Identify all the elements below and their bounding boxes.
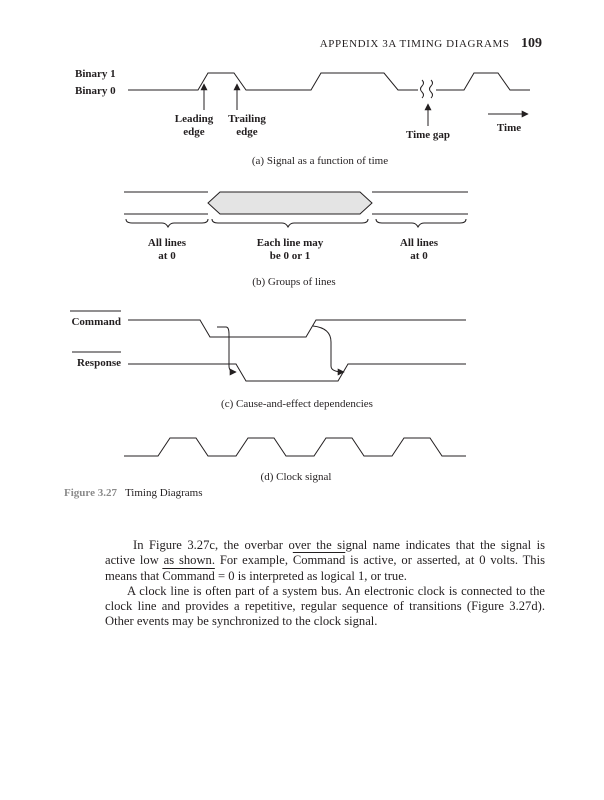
caption-a: (a) Signal as a function of time xyxy=(251,155,389,167)
leading-edge-label-2: edge xyxy=(183,126,205,138)
caption-c: (c) Cause-and-effect dependencies xyxy=(221,398,373,410)
cause-arrow-1 xyxy=(217,327,236,372)
figure-number: Figure 3.27 xyxy=(64,487,117,499)
label-binary-1: Binary 1 xyxy=(75,68,116,80)
signal-waveform-a1 xyxy=(128,73,418,90)
figure-caption xyxy=(64,487,202,499)
leading-edge-label-1: Leading xyxy=(174,113,214,125)
response-waveform xyxy=(128,364,466,381)
figure-title: Timing Diagrams xyxy=(124,487,203,499)
caption-b: (b) Groups of lines xyxy=(252,276,336,288)
caption-d: (d) Clock signal xyxy=(260,471,332,483)
paragraph-1 xyxy=(105,538,545,584)
time-gap-label: Time gap xyxy=(405,129,451,141)
panel-c-dependencies xyxy=(70,311,466,381)
brace-right xyxy=(376,219,466,227)
response-label: Response xyxy=(76,357,121,369)
group-right-label-1: All lines xyxy=(399,237,439,249)
command-waveform xyxy=(128,320,466,337)
trailing-edge-label-2: edge xyxy=(236,126,258,138)
paragraph-1-part-b: is active, or asserted, at 0 volts. This means that xyxy=(105,553,545,583)
group-left-label-1: All lines xyxy=(147,237,187,249)
page-number: 109 xyxy=(521,36,542,51)
time-gap-break-left xyxy=(421,80,424,98)
group-left-label-2: at 0 xyxy=(158,250,176,262)
panel-d-clock xyxy=(124,438,466,456)
time-label: Time xyxy=(496,122,522,134)
brace-middle xyxy=(212,219,368,227)
command-overlined-2: Command xyxy=(162,568,215,583)
clock-waveform xyxy=(124,438,466,456)
paragraph-2: A clock line is often part of a system bus. An electronic clock is connected to the clock line and provides a repetitive, regular sequence of transitions (Figure 3.27d). Other events may be synchronized to the clock signal. xyxy=(105,583,545,629)
body-text xyxy=(105,538,545,630)
group-mid-label-2: be 0 or 1 xyxy=(269,250,311,262)
paragraph-1-part-c: = 0 is interpreted as logical 1, or true. xyxy=(214,568,407,583)
brace-left xyxy=(126,219,208,227)
command-overlined-1: Command xyxy=(292,553,346,568)
time-gap-break-right xyxy=(430,80,433,98)
trailing-edge-label-1: Trailing xyxy=(228,113,266,125)
label-binary-0: Binary 0 xyxy=(75,85,116,97)
group-mid-label-1: Each line may xyxy=(256,237,324,249)
paragraph-1-part-a: In Figure 3.27c, the overbar over the signal name indicates that the signal is active low as shown. For example, xyxy=(105,538,545,568)
bus-valid-region xyxy=(208,192,372,214)
running-title: APPENDIX 3A TIMING DIAGRAMS xyxy=(319,38,510,50)
cause-arrow-2 xyxy=(313,326,344,372)
signal-waveform-a2 xyxy=(436,73,530,90)
group-right-label-2: at 0 xyxy=(410,250,428,262)
command-label: Command xyxy=(71,316,121,328)
panel-b-groups xyxy=(124,192,468,227)
